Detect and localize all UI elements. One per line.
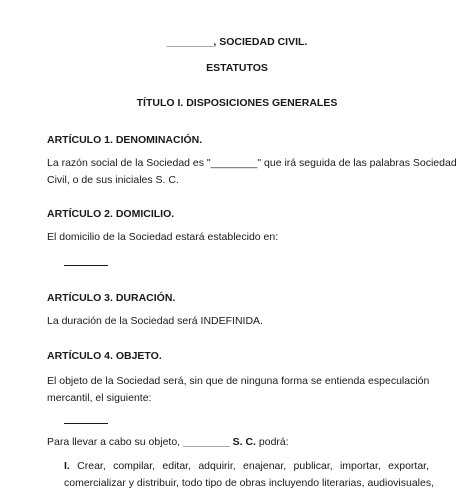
article-4-item-1 xyxy=(64,458,435,492)
article-4-heading: ARTÍCULO 4. OBJETO. xyxy=(47,350,162,362)
article-2-heading: ARTÍCULO 2. DOMICILIO. xyxy=(47,208,175,220)
item-1-line-1 xyxy=(64,458,429,475)
article-4-paragraph xyxy=(47,373,429,407)
article-1-line-2: Civil, o de sus iniciales S. C. xyxy=(47,174,179,186)
article-4-purpose xyxy=(47,434,429,451)
item-1-line-2: comercializar y distribuir, todo tipo de obras incluyendo literarias, audiovisuales, xyxy=(64,477,435,489)
objective-blank-line xyxy=(64,423,108,424)
purpose-prefix: Para llevar a cabo su objeto, xyxy=(47,436,183,448)
section-title: TÍTULO I. DISPOSICIONES GENERALES xyxy=(136,97,338,109)
document-subtitle: ESTATUTOS xyxy=(206,62,268,74)
article-1-line-1: La razón social de la Sociedad es "________" que irá seguida de las palabras Sociedad xyxy=(47,157,457,169)
address-blank-line xyxy=(64,265,108,266)
article-4-purpose-line xyxy=(47,434,429,451)
article-1-paragraph xyxy=(47,155,457,189)
article-3-line-1: La duración de la Sociedad será INDEFINIDA. xyxy=(47,315,263,327)
purpose-suffix: podrá: xyxy=(255,436,289,448)
item-1-text-1: Crear, compilar, editar, adquirir, enajenar, publicar, importar, exportar, xyxy=(69,460,429,472)
item-1-numeral: I. xyxy=(64,460,70,472)
article-3-heading: ARTÍCULO 3. DURACIÓN. xyxy=(47,292,176,304)
article-4-line-1: El objeto de la Sociedad será, sin que de ninguna forma se entienda especulación xyxy=(47,375,430,387)
article-1-heading: ARTÍCULO 1. DENOMINACIÓN. xyxy=(47,134,203,146)
document-title-line: ________, SOCIEDAD CIVIL. xyxy=(166,36,308,48)
article-3-paragraph xyxy=(47,313,429,330)
purpose-company-blank: ________ S. C. xyxy=(183,436,256,448)
article-4-line-2: mercantil, el siguiente: xyxy=(47,392,152,404)
article-2-line-1: El domicilio de la Sociedad estará establecido en: xyxy=(47,231,279,243)
article-2-paragraph xyxy=(47,229,429,246)
